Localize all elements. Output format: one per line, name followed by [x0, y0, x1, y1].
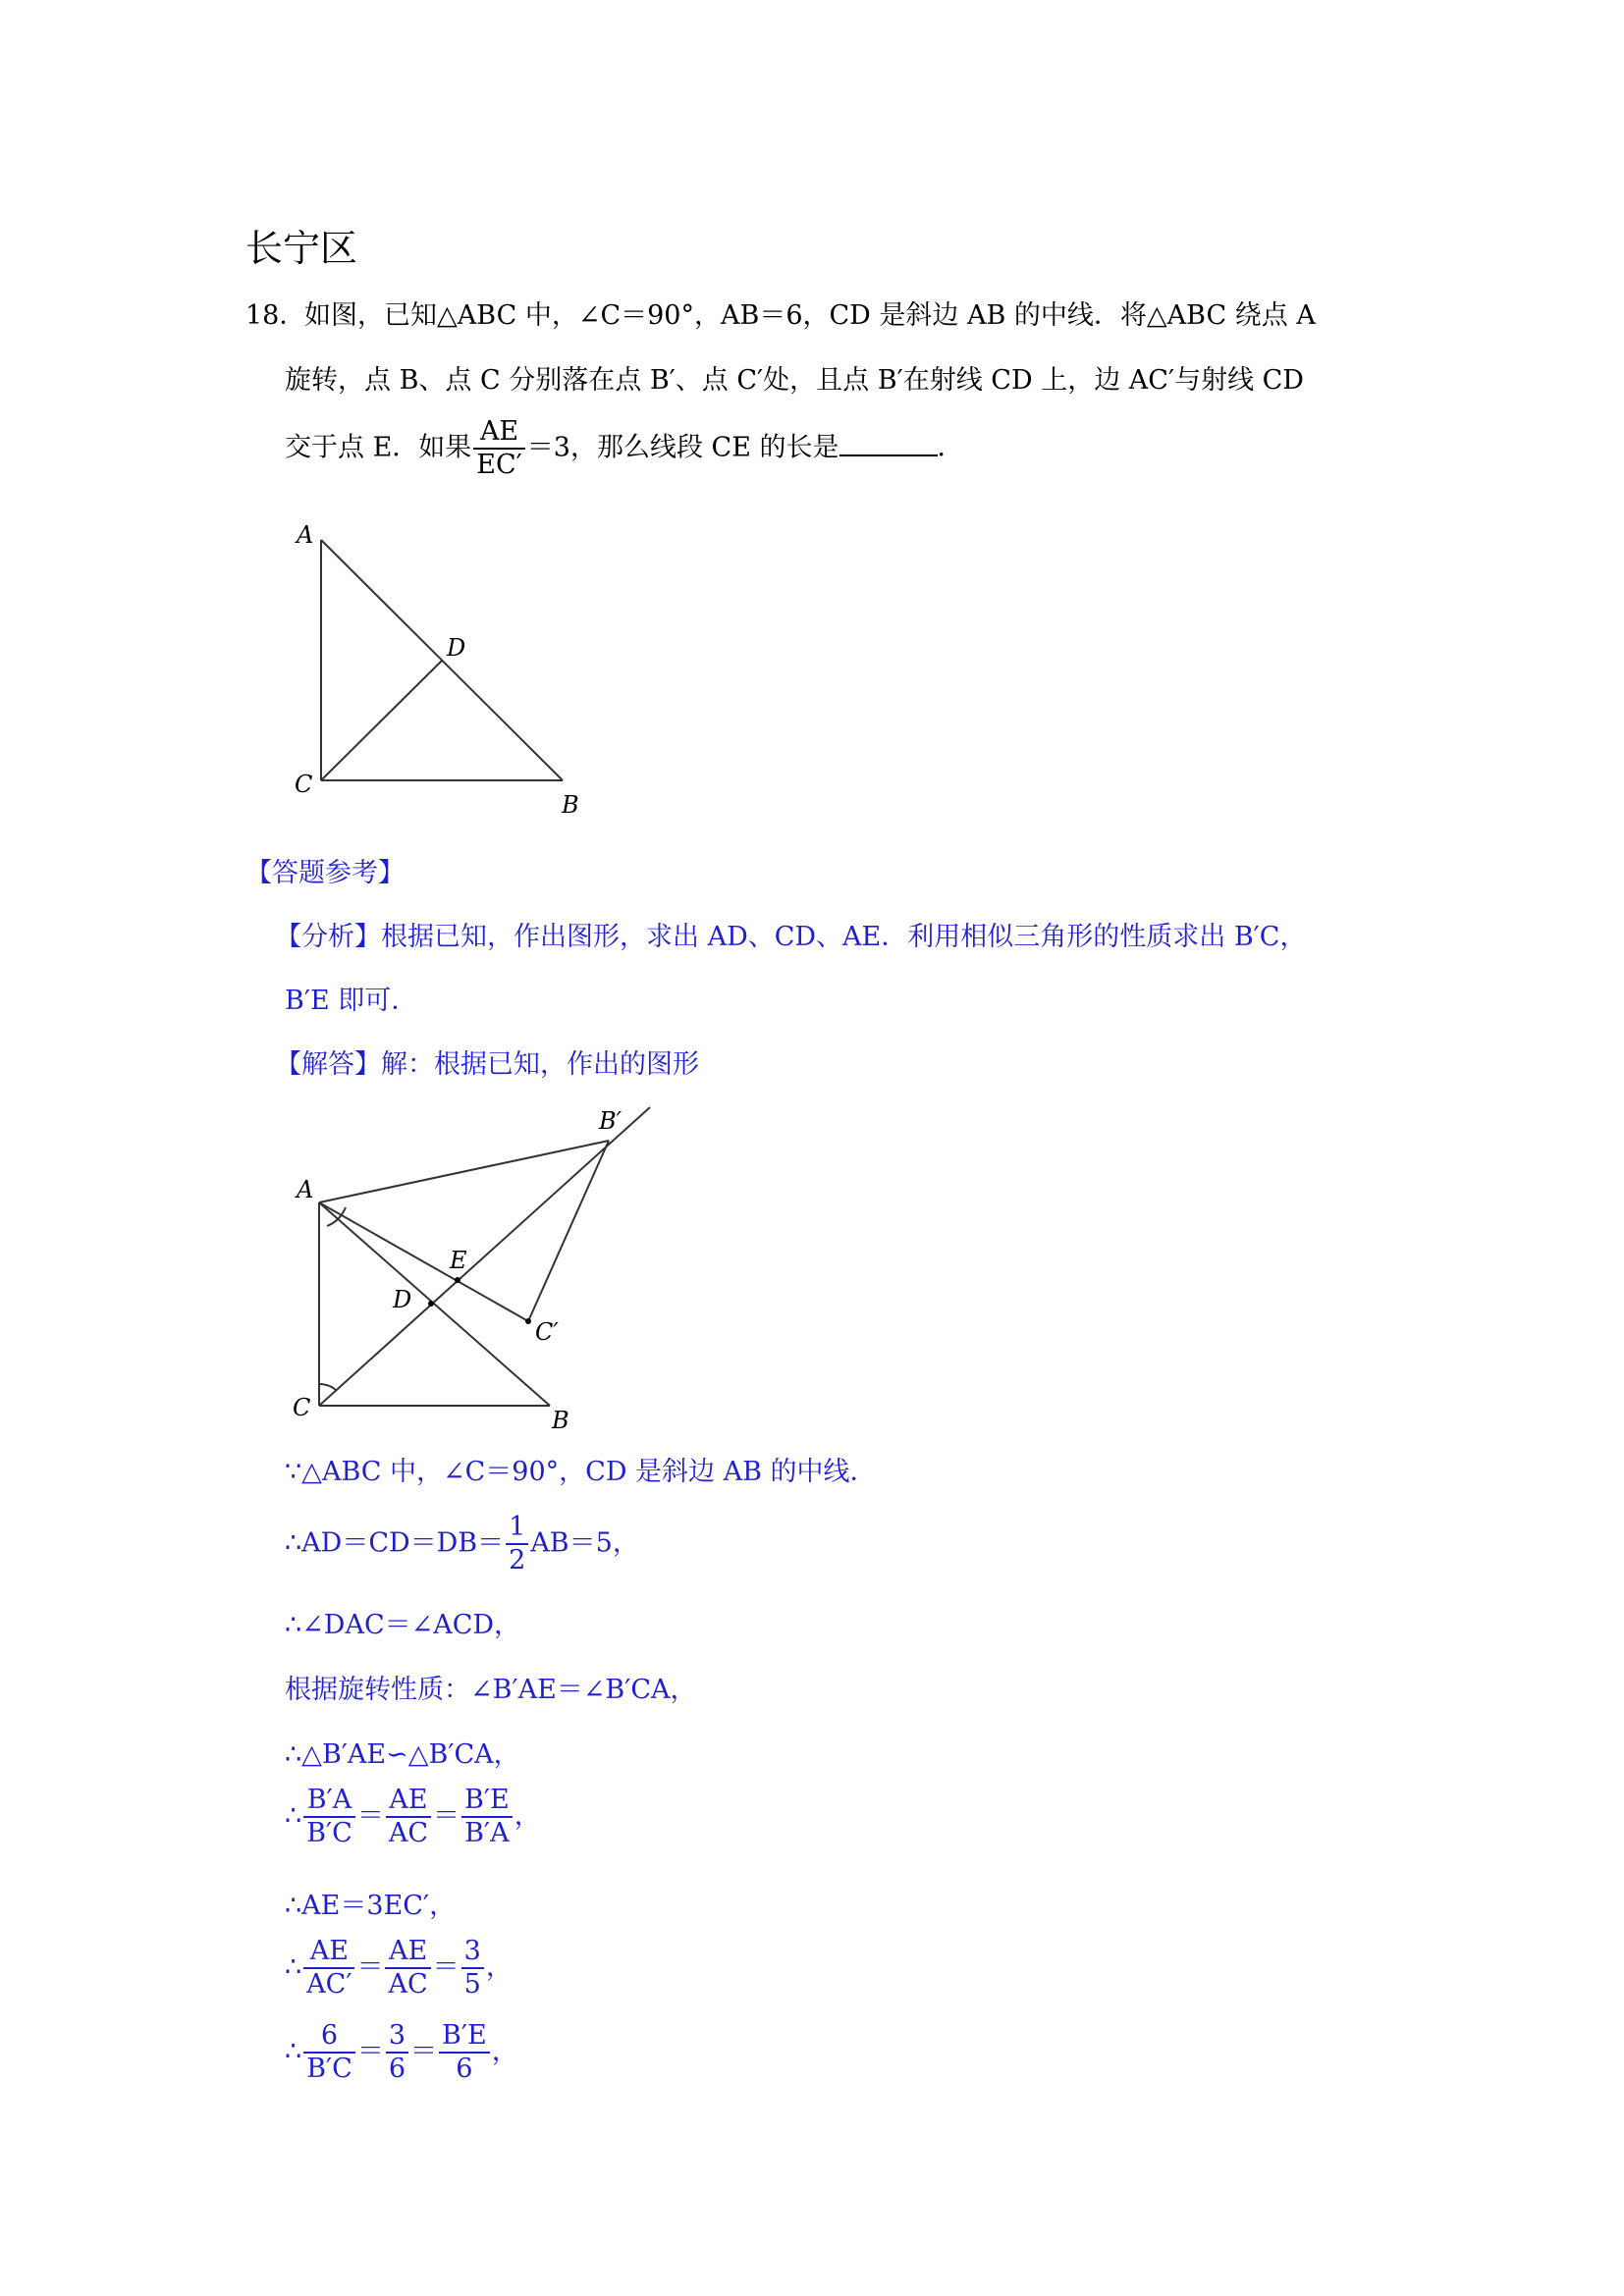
fig2-label-c: C [293, 1394, 311, 1421]
half-numerator: 1 [506, 1512, 528, 1545]
step-9-f2-den: 6 [388, 2054, 406, 2084]
fig1-label-b: B [562, 791, 579, 819]
step-7: ∴AE＝3EC′， [285, 1891, 457, 1921]
solution-intro [275, 1045, 699, 1085]
step-6-fraction-3 [461, 1785, 513, 1849]
question-line-3 [285, 416, 964, 481]
step-2 [285, 1512, 639, 1576]
fig2-side-ac-prime [319, 1202, 528, 1321]
step-8-fraction-1 [303, 1936, 354, 2001]
step-6-post: ， [514, 1800, 541, 1832]
analysis-tag: 【分析】 [275, 922, 381, 952]
question-line-2: 旋转，点 B、点 C 分别落在点 B′、点 C′处，且点 B′在射线 CD 上，边 AC′与射线 CD [285, 365, 1304, 396]
step-6-f3-den: B′A [464, 1818, 510, 1848]
question-line-3-end: ． [937, 432, 964, 463]
step-8-f2-num: AE [385, 1936, 430, 1969]
step-9-eq-1: ＝ [356, 2036, 384, 2067]
question-line-3-post: ＝3，那么线段 CE 的长是 [526, 432, 839, 463]
step-8-eq-1: ＝ [356, 1951, 384, 1983]
fig2-label-d: D [393, 1286, 412, 1313]
step-9-f1-den: B′C [306, 2054, 352, 2084]
step-6-eq-2: ＝ [433, 1800, 460, 1832]
question-line-3-pre: 交于点 E．如果 [285, 432, 472, 463]
step-2-post: AB＝5， [530, 1527, 639, 1559]
step-6-f2-den: AC [388, 1818, 428, 1848]
step-9-fraction-1 [303, 2020, 355, 2085]
fig2-label-c-prime: C′ [535, 1318, 559, 1346]
solution-tag: 【解答】 [275, 1049, 381, 1080]
answer-blank[interactable] [839, 429, 938, 456]
step-8-fraction-3 [461, 1936, 484, 2001]
step-6-fraction-2 [386, 1785, 431, 1849]
step-9-f3-num: B′E [439, 2020, 490, 2054]
step-2-pre: ∴AD＝CD＝DB＝ [285, 1527, 505, 1559]
triangle-figure-2 [285, 1099, 677, 1443]
triangle-figure-1 [285, 515, 628, 839]
step-9-post: ， [491, 2036, 518, 2067]
fig2-point-c-prime [525, 1318, 531, 1324]
fig2-point-e [455, 1277, 460, 1283]
solution-intro-text: 解：根据已知，作出的图形 [381, 1049, 699, 1080]
step-6-pre: ∴ [285, 1800, 302, 1832]
fig1-median-cd [321, 661, 442, 780]
step-8-f3-den: 5 [463, 1969, 481, 2000]
ratio-fraction [473, 416, 525, 481]
fig2-side-ab-prime [319, 1141, 609, 1202]
fig2-label-a: A [297, 1176, 314, 1203]
fraction-denominator: EC′ [476, 450, 522, 480]
step-8-f3-num: 3 [461, 1936, 484, 1969]
fig2-label-e: E [450, 1247, 467, 1274]
step-8-pre: ∴ [285, 1951, 302, 1983]
fig2-point-d [428, 1301, 434, 1307]
step-6-f3-num: B′E [461, 1785, 513, 1818]
step-8-f1-den: AC′ [306, 1969, 352, 2000]
step-8-fraction-2 [385, 1936, 430, 2001]
question-number: 18． [245, 300, 306, 331]
half-denominator: 2 [509, 1545, 526, 1575]
step-9-f1-num: 6 [303, 2020, 355, 2054]
step-9 [285, 2020, 518, 2085]
step-5: ∴△B′AE∽△B′CA， [285, 1739, 520, 1770]
step-6-f2-num: AE [386, 1785, 431, 1818]
step-6-f1-den: B′C [306, 1818, 352, 1848]
step-6-f1-num: B′A [303, 1785, 355, 1818]
question-line-1: 如图，已知△ABC 中，∠C＝90°，AB＝6，CD 是斜边 AB 的中线．将△ABC 绕点 A [304, 300, 1316, 331]
step-8-f2-den: AC [388, 1969, 428, 2000]
analysis-line-1 [275, 918, 1306, 957]
step-8-f1-num: AE [303, 1936, 354, 1969]
step-9-eq-2: ＝ [410, 2036, 438, 2067]
step-6-eq-1: ＝ [356, 1800, 384, 1832]
step-8 [285, 1936, 513, 2001]
fraction-numerator: AE [473, 416, 525, 450]
step-9-f3-den: 6 [456, 2054, 473, 2084]
page-title: 长宁区 [245, 227, 358, 270]
fig2-label-b-prime: B′ [599, 1107, 623, 1135]
step-9-fraction-2 [386, 2020, 408, 2085]
fig1-label-a: A [297, 521, 314, 549]
fig2-angle-mark-c [319, 1384, 337, 1391]
step-8-eq-2: ＝ [432, 1951, 460, 1983]
step-9-f2-num: 3 [386, 2020, 408, 2054]
fig2-ray-cd [319, 1107, 650, 1406]
analysis-text-1: 根据已知，作出图形，求出 AD、CD、AE．利用相似三角形的性质求出 B′C， [381, 922, 1307, 952]
answer-title: 【答题参考】 [245, 858, 405, 888]
fig2-label-b: B [552, 1407, 569, 1434]
fig2-side-cb-prime [528, 1141, 609, 1321]
step-1: ∵△ABC 中，∠C＝90°，CD 是斜边 AB 的中线． [285, 1457, 877, 1487]
fig1-label-c: C [295, 771, 313, 798]
step-8-post: ， [485, 1951, 513, 1983]
step-9-fraction-3 [439, 2020, 490, 2085]
step-3: ∴∠DAC＝∠ACD， [285, 1610, 521, 1640]
analysis-line-2: B′E 即可． [285, 986, 418, 1016]
half-fraction [506, 1512, 528, 1576]
step-9-pre: ∴ [285, 2036, 302, 2067]
step-6 [285, 1785, 541, 1849]
step-6-fraction-1 [303, 1785, 355, 1849]
fig1-label-d: D [447, 634, 466, 662]
step-4: 根据旋转性质：∠B′AE＝∠B′CA， [285, 1675, 697, 1705]
